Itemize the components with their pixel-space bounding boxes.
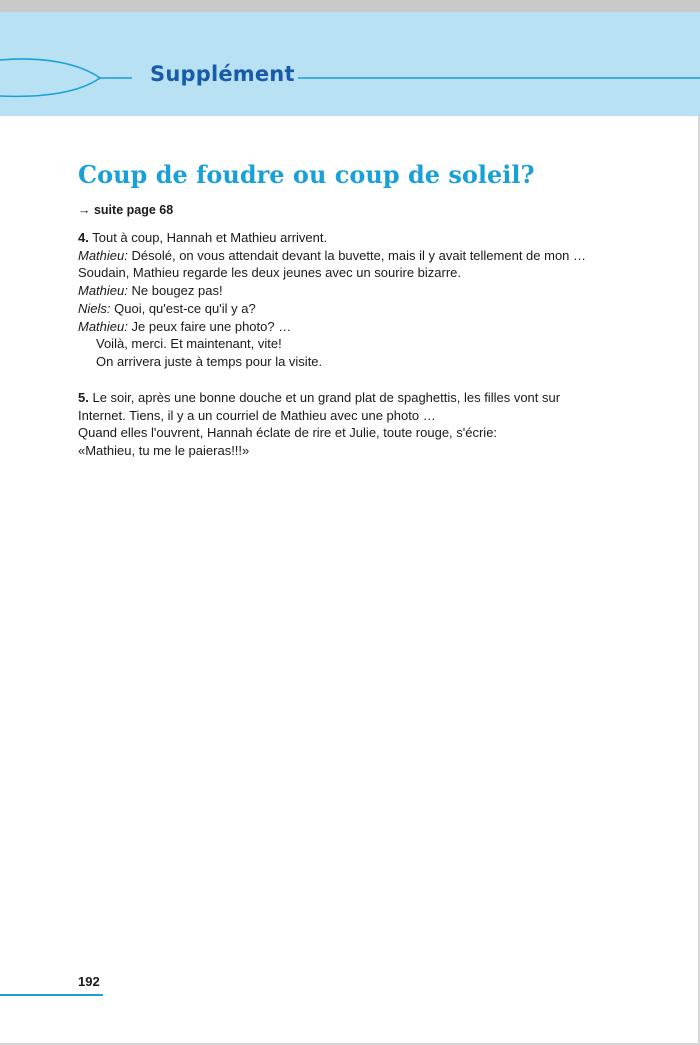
dialogue-line	[78, 282, 586, 300]
paragraph-text: Le soir, après une bonne douche et un grand plat de spaghettis, les filles vont sur	[92, 390, 561, 405]
speaker-name: Mathieu:	[78, 283, 128, 299]
page-top-edge	[0, 0, 700, 12]
section-number: 5.	[78, 390, 89, 405]
dialogue-line	[78, 247, 586, 265]
dialogue-text: Ne bougez pas!	[131, 283, 223, 299]
narration-line: Soudain, Mathieu regarde les deux jeunes avec un sourire bizarre.	[78, 265, 462, 281]
supplement-banner	[0, 12, 700, 116]
section-4	[78, 229, 586, 371]
intro-text: Tout à coup, Hannah et Mathieu arrivent.	[92, 230, 328, 245]
section-5-line: Internet. Tiens, il y a un courriel de Mathieu avec une photo …	[78, 407, 436, 423]
dialogue-continuation: On arrivera juste à temps pour la visite.	[96, 353, 323, 369]
dialogue-text: Désolé, on vous attendait devant la buvette, mais il y avait tellement de mon …	[131, 247, 587, 263]
dialogue-text: Quoi, qu'est-ce qu'il y a?	[114, 300, 256, 316]
dialogue-text: Je peux faire une photo? …	[131, 318, 292, 334]
banner-title: Supplément	[150, 62, 295, 86]
footer-rule	[0, 994, 103, 996]
speaker-name: Niels:	[78, 300, 111, 316]
dialogue-continuation: Voilà, merci. Et maintenant, vite!	[96, 336, 282, 352]
banner-swoosh-lines	[0, 12, 700, 116]
page-number: 192	[78, 974, 100, 989]
section-5-line: Quand elles l'ouvrent, Hannah éclate de rire et Julie, toute rouge, s'écrie:	[78, 425, 498, 441]
section-5-line	[78, 389, 560, 407]
section-5-line: «Mathieu, tu me le paieras!!!»	[78, 443, 250, 459]
speaker-name: Mathieu:	[78, 318, 128, 334]
section-number: 4.	[78, 230, 89, 245]
dialogue-line	[78, 300, 586, 318]
section-4-intro	[78, 229, 586, 247]
continuation-reference: → suite page 68	[78, 203, 174, 217]
speaker-name: Mathieu:	[78, 247, 128, 263]
article-title: Coup de foudre ou coup de soleil?	[78, 160, 535, 189]
section-5	[78, 389, 560, 460]
dialogue-line	[78, 318, 586, 336]
